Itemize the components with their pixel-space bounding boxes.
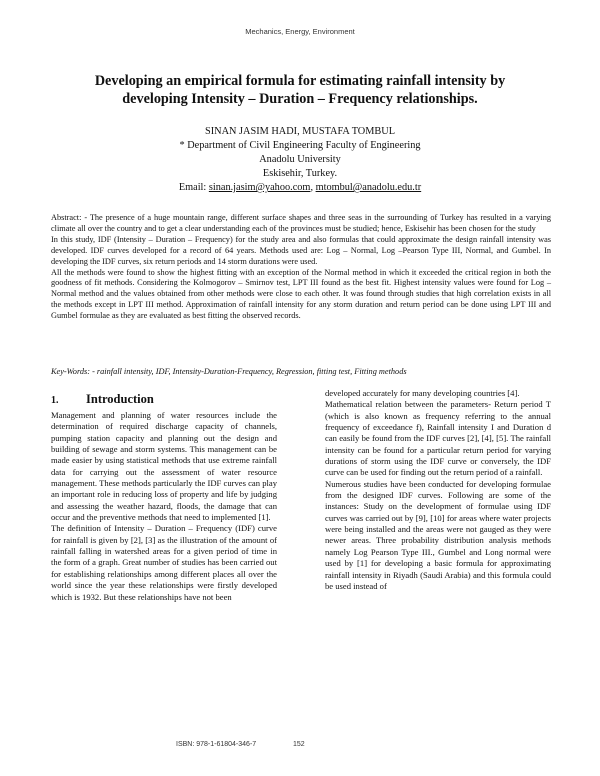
- running-head: Mechanics, Energy, Environment: [245, 27, 355, 36]
- abstract-paragraph-3: All the methods were found to show the highest fitting with an exception of the Normal method in which it exceeded the critical region in both the goodness of fit methods. Considering the Kolmogorov – Smirnov test, LPT III found as the best fit. Highest intensity values were found for Log – Normal method and the values obtained from other methods were close to each other. It was found through studies that high correlation exists in all the methods except in LPT III method. Approximation of rainfall intensity for any storm duration and return period can be done using LPT III and Gumbel formulae as they are evaluated as best fitting the observed records.: [51, 267, 551, 321]
- author-email-line: [100, 181, 500, 195]
- section-number: 1.: [51, 395, 59, 406]
- section-title: Introduction: [86, 392, 154, 406]
- email-link-1[interactable]: sinan.jasim@yahoo.com: [208, 182, 311, 193]
- author-affiliation: * Department of Civil Engineering Faculty of Engineering: [179, 140, 421, 151]
- email-link-2[interactable]: mtombul@anadolu.edu.tr: [315, 182, 422, 193]
- abstract: [51, 213, 551, 322]
- intro-right-paragraph-3: Numerous studies have been conducted for developing formulae from the designed IDF curves. Following are some of the instances: Study on the development of formulae using IDF curves was carried out by [9], [10] for areas where water projects were being installed and the areas were not gauged as they were newer areas. Three probability distribution analysis methods namely Log Pearson Type III., Gumbel and Long normal were used by [1] for developing a basic formula for approximating rainfall intensity in Riyadh (Saudi Arabia) and this formula could be used instead of: [325, 478, 551, 591]
- author-university: Anadolu University: [259, 154, 341, 165]
- intro-left-paragraph-1: Management and planning of water resources include the determination of required discharge capacity of channels, pumping station capacity and planning out the design and building of sewage and storm systems. This management can be made easier by using statistical methods that use extreme rainfall data for carrying out the assessment of water resource management. These methods particularly the IDF curves can play an important role in reducing loss of property and life by judging and assessing the weather hazard, floods, the damage that can occur and the preventive methods that need to implemented [1].: [51, 410, 277, 523]
- email-separator: ,: [310, 182, 316, 193]
- author-city: Eskisehir, Turkey.: [262, 168, 338, 179]
- paper-title: Developing an empirical formula for estimating rainfall intensity by developing Intensity – Duration – Frequency relationships.: [94, 73, 506, 107]
- abstract-paragraph-1: Abstract: - The presence of a huge mountain range, different surface shapes and three seas in the surrounding of Turkey has resulted in a varying climate all over the country and to get a clear understanding each of the provinces must be studied; hence, Eskisehir has been chosen for the study: [51, 213, 551, 233]
- keywords: Key-Words: - rainfall intensity, IDF, Intensity-Duration-Frequency, Regression, fitting test, Fitting methods: [51, 367, 407, 376]
- author-names: SINAN JASIM HADI, MUSTAFA TOMBUL: [205, 126, 395, 137]
- abstract-paragraph-2: In this study, IDF (Intensity – Duration – Frequency) for the study area and also formulas that could approximate the design rainfall intensity was developed. IDF curves developed for a record of 64 years. Methods used are: Log – Normal, Log –Pearson Type III, Normal, and Gumbel. In developing the IDF curves, six return periods and 14 storm durations were used.: [51, 234, 551, 266]
- footer-page-number: 152: [293, 741, 305, 748]
- section-heading-introduction: [51, 391, 277, 409]
- intro-right-paragraph-2: Mathematical relation between the parameters- Return period T (which is also known as frequency referring to the annual frequency of exceedance f), Rainfall intensity I and Duration d can easily be found from the IDF curves [2], [4], [5]. The rainfall intensity can be found for a particular return period for varying durations of storm using the IDF curve or conversely, the IDF curve can be used for finding out the return period of a rainfall.: [325, 399, 551, 478]
- intro-right-paragraph-1: developed accurately for many developing countries [4].: [325, 388, 520, 398]
- intro-left-paragraph-2: The definition of Intensity – Duration – Frequency (IDF) curve for rainfall is given by [2], [3] as the illustration of the amount of rainfall falling in watershed areas for a given period of time in the form of a graph. Great number of studies has been carried out for establishing relationships among different places all over the world since the year these relationships were firstly developed which is 1932. But these relationships have not been: [51, 523, 277, 602]
- right-column: [325, 388, 551, 592]
- left-column: [51, 391, 277, 603]
- email-label: Email:: [178, 182, 209, 193]
- footer-isbn: ISBN: 978-1-61804-346-7: [176, 741, 257, 748]
- author-block: [100, 125, 500, 195]
